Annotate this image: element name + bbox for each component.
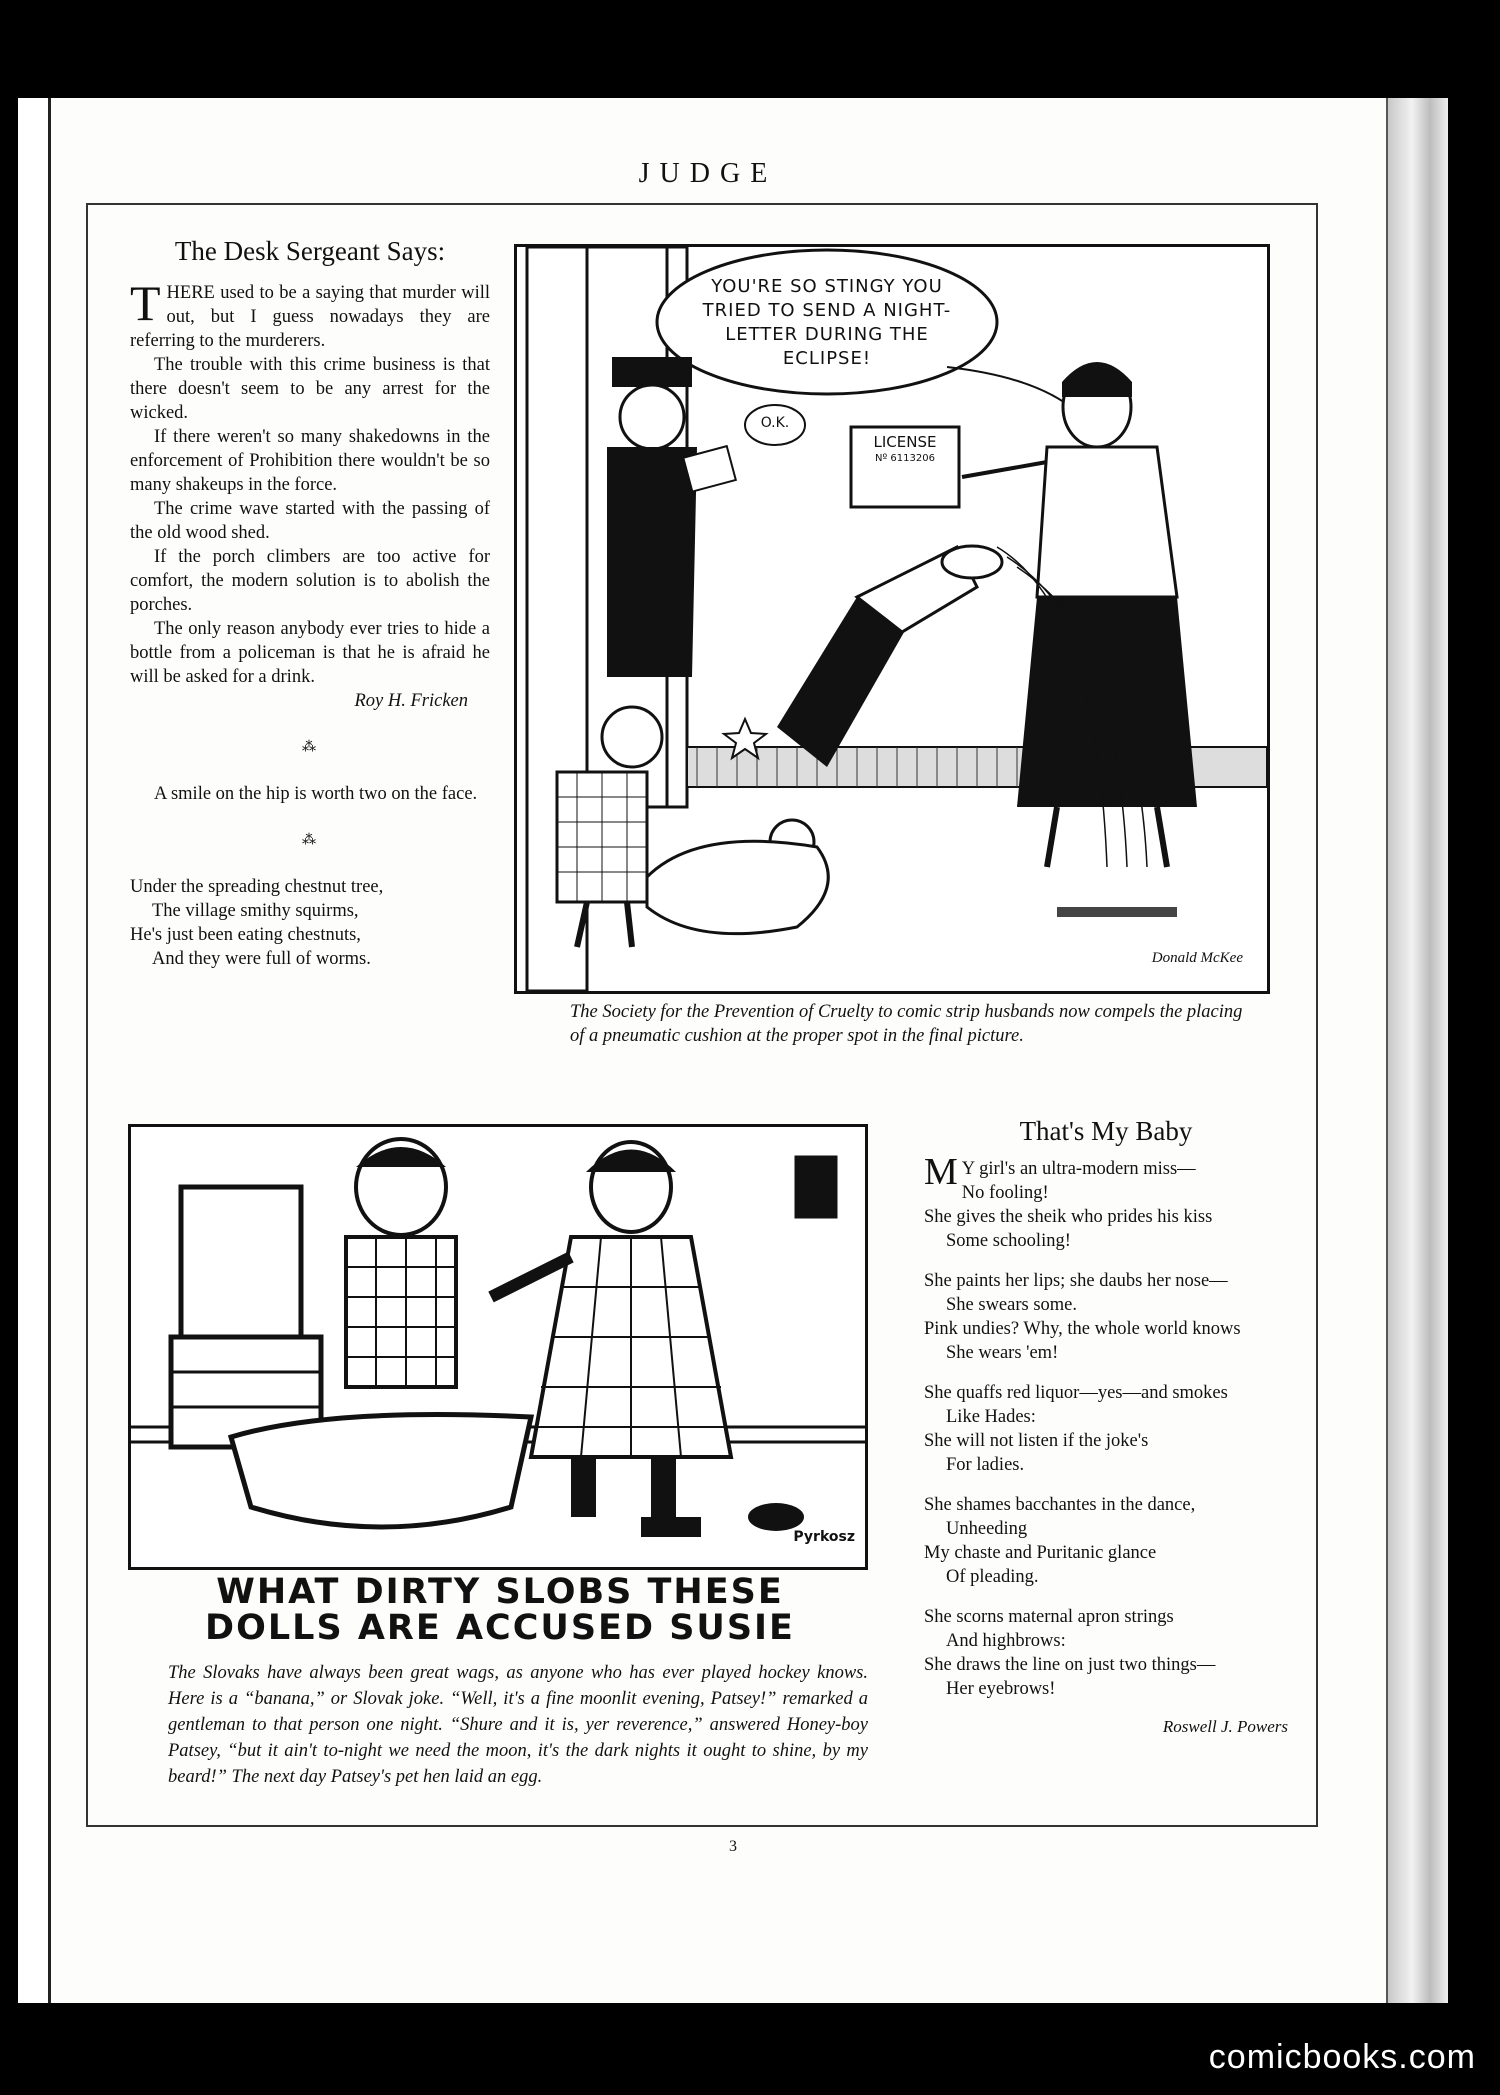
poem-body [924, 1151, 1288, 1701]
poem-line: Like Hades: [946, 1407, 1036, 1427]
artist-signature: Donald McKee [1151, 950, 1243, 966]
woman-figure [962, 362, 1197, 867]
site-watermark: comicbooks.com [1208, 2038, 1476, 2076]
poem-line: For ladies. [946, 1455, 1025, 1475]
poem-line: She scorns maternal apron strings [924, 1607, 1174, 1627]
paragraph: The trouble with this crime business is that there doesn't seem to be any arrest for the wicked. [130, 355, 490, 423]
poem-line: She quaffs red liquor—yes—and smokes [924, 1383, 1228, 1403]
poem-line: She shames bacchantes in the dance, [924, 1495, 1196, 1515]
poem-line: She swears some. [946, 1295, 1078, 1315]
paragraph: If the porch climbers are too active for comfort, the modern solution is to abolish the porches. [130, 547, 490, 615]
bowler-hat [748, 1503, 804, 1531]
poem-line: Some schooling! [946, 1231, 1071, 1251]
verse-line: And they were full of worms. [152, 949, 371, 969]
page-stack-right-edge [1386, 98, 1448, 2003]
poem-line: And highbrows: [946, 1631, 1066, 1651]
asterism-divider: ⁂ [302, 740, 318, 755]
poem-line: Of pleading. [946, 1567, 1039, 1587]
desk-sergeant-column [130, 236, 490, 971]
poem-dropcap: M [924, 1151, 958, 1193]
pneumatic-cushion [647, 841, 828, 933]
verse-line: He's just been eating chestnuts, [130, 925, 361, 945]
bottom-cartoon-drawing [131, 1127, 865, 1567]
poem-stanza [924, 1151, 1288, 1253]
top-cartoon [514, 244, 1270, 994]
desk-sergeant-title: The Desk Sergeant Says: [174, 236, 446, 266]
verse-line: Under the spreading chestnut tree, [130, 877, 384, 897]
bathtub [231, 1415, 531, 1528]
husband-figure [770, 546, 1002, 864]
thats-my-baby-poem [924, 1116, 1288, 1737]
license-number: Nº 6113206 [875, 453, 935, 464]
paragraph: If there weren't so many shakedowns in the enforcement of Prohibition there wouldn't be so many shakeups in the force. [130, 427, 490, 495]
top-cartoon-caption: The Society for the Prevention of Cruelty to comic strip husbands now compels the placing of a pneumatic cushion at the proper spot in the final picture. [570, 1002, 1243, 1046]
author-signature: Roy H. Fricken [354, 691, 468, 711]
poem-line: Her eyebrows! [946, 1679, 1056, 1699]
policeman-figure [607, 357, 736, 677]
poem-line: She will not listen if the joke's [924, 1431, 1149, 1451]
license-label: LICENSE [873, 433, 937, 451]
magazine-page [18, 98, 1448, 2003]
page-number: 3 [729, 1838, 737, 1855]
dresser [171, 1187, 321, 1447]
masthead: JUDGE [638, 158, 778, 189]
verse-line: The village smithy squirms, [152, 901, 359, 921]
scrub-brush [641, 1517, 701, 1537]
poem-line: No fooling! [961, 1183, 1049, 1203]
speech-text: YOU'RE SO STINGY YOU TRIED TO SEND A NIGHT-LETTER DURING THE ECLIPSE! [702, 276, 952, 369]
poem-line: She paints her lips; she daubs her nose— [924, 1271, 1228, 1291]
first-paragraph [130, 275, 490, 353]
first-paragraph-text: HERE used to be a saying that murder will out, but I guess nowadays they are referring to the murderers. [130, 283, 490, 351]
asterism-divider: ⁂ [302, 833, 318, 848]
poem-line: Pink undies? Why, the whole world knows [924, 1319, 1241, 1339]
dropcap: T [130, 275, 161, 331]
chestnut-verse [130, 875, 490, 971]
bottom-artist-signature: Pyrkosz [793, 1529, 855, 1545]
poem-author: Roswell J. Powers [1162, 1717, 1288, 1736]
poem-line: She gives the sheik who prides his kiss [924, 1207, 1213, 1227]
paragraph: The only reason anybody ever tries to hide a bottle from a policeman is that he is afraid he will be asked for a drink. [130, 619, 490, 687]
headline-line-2: DOLLS ARE ACCUSED SUSIE [205, 1608, 795, 1648]
ok-text: O.K. [760, 415, 790, 431]
smile-joke: A smile on the hip is worth two on the face. [154, 784, 478, 804]
bottom-cartoon-caption: The Slovaks have always been great wags, as anyone who has ever played hockey knows. Here is a “banana,” or Slovak joke. “Well, it's a fine moonlit evening, Patsey!” remarked a gentleman to that person one night. “Shure and it is, yer reverence,” answered Honey-boy Patsey, “but it ain't to-night we need the moon, it's the dark nights it ought to shine, by my beard!” The next day Patsey's pet hen laid an egg. [168, 1663, 868, 1787]
poem-stanza [924, 1605, 1288, 1701]
cartoon-headline [140, 1574, 860, 1646]
wall-picture [796, 1157, 836, 1217]
poem-line: Unheeding [946, 1519, 1028, 1539]
girl-left-figure [346, 1139, 456, 1387]
bottom-cartoon [128, 1124, 868, 1570]
poem-line: She draws the line on just two things— [924, 1655, 1216, 1675]
desk-sergeant-text [130, 275, 490, 713]
paragraph: The crime wave started with the passing of the old wood shed. [130, 499, 490, 543]
poem-title: That's My Baby [1019, 1116, 1193, 1146]
poem-stanza [924, 1493, 1288, 1589]
headline-line-1: WHAT DIRTY SLOBS THESE [216, 1572, 784, 1612]
poem-line: Y girl's an ultra-modern miss— [961, 1159, 1196, 1179]
poem-stanza [924, 1269, 1288, 1365]
binding-left-edge [18, 98, 51, 2003]
poem-line: She wears 'em! [946, 1343, 1059, 1363]
poem-line: My chaste and Puritanic glance [924, 1543, 1157, 1563]
poem-stanza [924, 1381, 1288, 1477]
